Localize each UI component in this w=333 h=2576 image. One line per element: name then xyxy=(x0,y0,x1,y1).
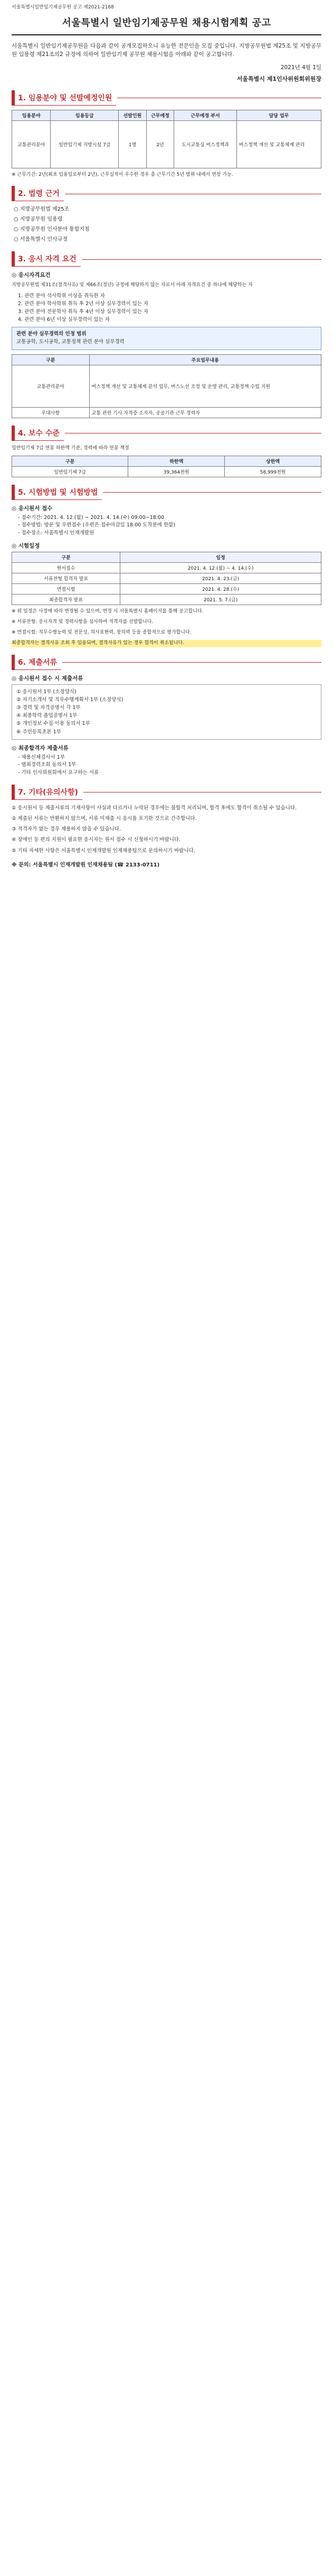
recruit-note: ※ 근무기간: 2년(최초 임용일로부터 2년), 근무실적이 우수한 경우 총 근무기간 5년 범위 내에서 연장 가능. xyxy=(12,172,233,177)
col-category: 구분 xyxy=(12,354,90,365)
recruit-field: 교통관리분야 xyxy=(12,120,51,168)
table-row xyxy=(12,562,321,573)
duty-table-header xyxy=(12,354,321,365)
schedule-header xyxy=(12,552,321,562)
list-item: - 채용신체검사서 1부 xyxy=(18,754,65,760)
law-item: ○ 서울특별시 인사규정 xyxy=(14,237,68,243)
table-row xyxy=(12,466,321,477)
section-rule xyxy=(103,492,321,493)
qualification-item: 3. 관련 분야 전문학사 취득 후 4년 이상 실무경력이 있는 자 xyxy=(18,308,149,315)
list-item: ① 응시원서 등 제출서류의 기재사항이 사실과 다르거나 누락된 경우에는 불합격 처리되며, 합격 후에도 합격이 취소될 수 있습니다. xyxy=(12,805,297,811)
col-content: 주요업무내용 xyxy=(89,354,321,365)
section-rule xyxy=(65,432,321,433)
law-item: ○ 지방공무원 임용령 xyxy=(14,216,63,223)
experience-box-label: 관련 분야 실무경력의 인정 범위 xyxy=(16,331,87,337)
application-title: ◎ 응시원서 접수 xyxy=(12,505,53,512)
section-5-title: 5. 시험방법 및 시험방법 xyxy=(12,485,102,500)
contact-info: ※ 문의: 서울특별시 인재개발원 인재채용팀 (☎ 2133-0711) xyxy=(12,862,160,868)
salary-header xyxy=(12,456,321,466)
schedule-date: 2021. 4. 12.(월) ~ 4. 14.(수) xyxy=(120,562,321,573)
application-item: - 접수장소: 서울특별시 인재개발원 xyxy=(18,530,94,536)
list-item: ② 제출된 서류는 반환하지 않으며, 서류 미제출 시 응시를 포기한 것으로 간주합니다. xyxy=(12,816,197,822)
duty-value: 교통 관련 기사 자격증 소지자, 공공기관 근무 경력자 xyxy=(89,407,321,418)
qualification-text: 지방공무원법 제31조(결격사유) 및 제66조(정년) 규정에 해당하지 않는 자로서 아래 자격요건 중 하나에 해당하는 자 xyxy=(12,282,253,288)
application-item: - 접수기간: 2021. 4. 12.(월) ~ 2021. 4. 14.(수) 09:00~18:00 xyxy=(18,514,165,521)
exam-note: ※ 서류전형: 응시자격 및 경력사항을 심사하여 적격자를 선발합니다. xyxy=(12,619,154,625)
col-dept: 근무예정 부서 xyxy=(174,110,237,120)
schedule-table xyxy=(12,552,321,605)
qualification-item: 1. 관련 분야 석사학위 이상을 취득한 자 xyxy=(18,293,105,299)
notice-date: 2021년 4월 1일 xyxy=(280,64,321,71)
list-item: ② 자기소개서 및 직무수행계획서 1부 (소정양식) xyxy=(16,696,123,703)
recruit-duty: 버스정책 개선 및 교통체계 관리 xyxy=(236,120,321,168)
recruit-grade: 일반임기제 지방시설 7급 xyxy=(51,120,119,168)
col-salary-min: 하한액 xyxy=(128,456,225,466)
experience-box xyxy=(12,327,321,350)
duty-key: 우대사항 xyxy=(12,407,90,418)
list-item: ① 응시원서 1부 (소정양식) xyxy=(16,688,77,695)
schedule-stage: 원서접수 xyxy=(12,562,120,573)
table-row xyxy=(12,407,321,418)
application-item: - 접수방법: 방문 및 우편접수 (우편은 접수마감일 18:00 도착분에 한함) xyxy=(18,522,176,529)
schedule-date: 2021. 4. 28.(수) xyxy=(120,583,321,594)
col-grade: 임용등급 xyxy=(51,110,119,120)
qualification-item: 2. 관련 분야 학사학위 취득 후 2년 이상 실무경력이 있는 자 xyxy=(18,301,149,307)
qualification-item: 4. 관련 분야 6년 이상 실무경력이 있는 자 xyxy=(18,316,110,323)
recruit-period: 2년 xyxy=(146,120,174,168)
col-count: 선발인원 xyxy=(119,110,147,120)
col-salary-type: 구분 xyxy=(12,456,128,466)
docs-list xyxy=(12,684,321,740)
section-rule xyxy=(65,193,321,194)
issuer-name: 서울특별시 제1인사위원회위원장 xyxy=(236,75,321,82)
section-2-header xyxy=(12,186,321,201)
section-3-header xyxy=(12,251,321,267)
salary-min: 39,364천원 xyxy=(128,466,225,477)
section-1-title: 1. 임용분야 및 선발예정인원 xyxy=(12,90,116,106)
recruit-dept: 도시교통실 버스정책과 xyxy=(174,120,237,168)
list-item: - 범죄경력조회 동의서 1부 xyxy=(18,762,77,768)
col-date: 일정 xyxy=(120,552,321,562)
list-item: ⑤ 개인정보 수집·이용 동의서 1부 xyxy=(16,721,90,727)
section-6-header xyxy=(12,655,321,670)
col-stage: 구분 xyxy=(12,552,120,562)
section-6-title: 6. 제출서류 xyxy=(12,655,61,670)
title-divider xyxy=(12,34,321,35)
salary-text: 일반임기제 7급 연봉 하한액 기준, 경력에 따라 연봉 책정 xyxy=(12,445,129,451)
law-item: ○ 지방공무원법 제25조 xyxy=(14,206,70,213)
list-item: ④ 최종학력 졸업증명서 1부 xyxy=(16,713,78,719)
list-item: ⑤ 기타 자세한 사항은 서울특별시 인재개발원 인재채용팀으로 문의하시기 바랍니다. xyxy=(12,847,195,854)
qualification-title: ◎ 응시자격요건 xyxy=(12,272,51,279)
section-2-title: 2. 법령 근거 xyxy=(12,186,64,201)
exam-note: ※ 위 일정은 사정에 따라 변경될 수 있으며, 변경 시 서울특별시 홈페이지를 통해 공고합니다. xyxy=(12,608,204,614)
schedule-date: 2021. 5. 7.(금) xyxy=(120,594,321,605)
table-row xyxy=(12,120,321,168)
table-row xyxy=(12,583,321,594)
recruit-count: 1명 xyxy=(119,120,147,168)
exam-note: ※ 면접시험: 직무수행능력 및 전문성, 의사표현력, 창의력 등을 종합적으로 평가합니다. xyxy=(12,629,192,635)
schedule-title: ◎ 시험일정 xyxy=(12,542,40,549)
col-salary-max: 상한액 xyxy=(225,456,321,466)
list-item: ③ 경력 및 자격증명서 각 1부 xyxy=(16,704,81,711)
section-7-title: 7. 기타(유의사항) xyxy=(12,785,82,800)
schedule-date: 2021. 4. 23.(금) xyxy=(120,573,321,583)
recruit-table xyxy=(12,110,321,168)
law-item: ○ 지방공무원 인사분야 통합지침 xyxy=(14,227,90,233)
col-period: 근무예정 xyxy=(146,110,174,120)
final-docs-subtitle: ◎ 최종합격자 제출서류 xyxy=(12,744,69,751)
section-rule xyxy=(83,791,321,792)
duty-key: 교통관리분야 xyxy=(12,365,90,407)
document-reference: 서울특별시일반임기제공무원 공고 제2021-2168 xyxy=(12,5,114,10)
section-5-header xyxy=(12,485,321,500)
duty-table xyxy=(12,354,321,418)
section-rule xyxy=(117,97,321,98)
schedule-stage: 면접시험 xyxy=(12,583,120,594)
schedule-stage: 서류전형 합격자 발표 xyxy=(12,573,120,583)
salary-type: 일반임기제 7급 xyxy=(12,466,128,477)
document-title: 서울특별시 일반임기제공무원 채용시험계획 공고 xyxy=(62,17,271,29)
col-field: 임용분야 xyxy=(12,110,51,120)
docs-subtitle: ◎ 응시원서 접수 시 제출서류 xyxy=(12,675,83,682)
duty-value: 버스정책 개선 및 교통체계 분석 업무, 버스노선 조정 및 운영 관리, 교통정책 수립 지원 xyxy=(89,365,321,407)
table-row xyxy=(12,573,321,583)
recruit-table-header xyxy=(12,110,321,120)
table-row xyxy=(12,365,321,407)
section-4-header xyxy=(12,426,321,441)
section-rule xyxy=(82,259,321,260)
section-7-header xyxy=(12,785,321,800)
notice-list xyxy=(12,804,321,855)
exam-highlight-note: 최종합격자는 결격사유 조회 후 임용되며, 결격사유가 있는 경우 합격이 취소됩니다. xyxy=(12,640,321,647)
schedule-stage: 최종합격자 발표 xyxy=(12,594,120,605)
section-1-header xyxy=(12,90,321,106)
intro-paragraph: 서울특별시 일반임기제공무원을 다음과 같이 공개모집하오니 유능한 전문인을 모집 중입니다. 지방공무원법 제25조 및 지방공무원 임용령 제21조의2 규정에 의하여 일반임기제 공무원 채용시험을 아래와 같이 공고합니다. xyxy=(12,43,321,58)
col-duty: 담당 업무 xyxy=(236,110,321,120)
salary-table xyxy=(12,456,321,477)
list-item: ⑥ 주민등록초본 1부 xyxy=(16,729,61,735)
section-4-title: 4. 보수 수준 xyxy=(12,426,64,441)
section-rule xyxy=(62,662,321,663)
table-row xyxy=(12,594,321,605)
list-item: ④ 장애인 등 편의 지원이 필요한 응시자는 원서 접수 시 신청하시기 바랍니다. xyxy=(12,837,181,843)
list-item: - 기타 인사위원회에서 요구하는 서류 xyxy=(18,770,99,776)
section-3-title: 3. 응시 자격 요건 xyxy=(12,251,81,267)
experience-box-text: 교통공학, 도시공학, 교통정책 관련 분야 실무경력 xyxy=(16,339,125,345)
salary-max: 58,999천원 xyxy=(225,466,321,477)
list-item: ③ 적격자가 없는 경우 채용하지 않을 수 있습니다. xyxy=(12,826,121,833)
